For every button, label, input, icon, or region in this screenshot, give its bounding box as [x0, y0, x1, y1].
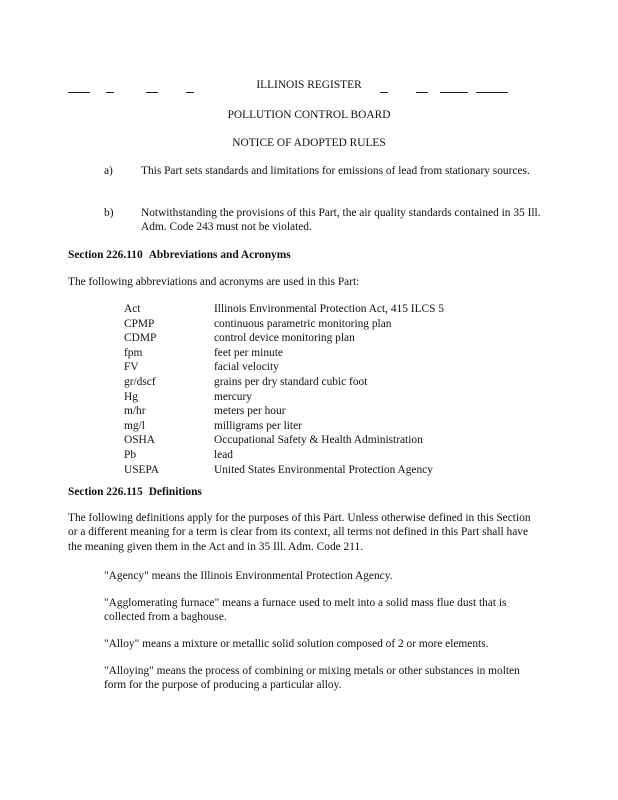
- abbreviation: USEPA: [124, 463, 160, 476]
- item-text: Notwithstanding the provisions of this Part, the air quality standards contained in 35 Ill. Adm. Code 243 must not be violated.: [141, 207, 541, 234]
- abbreviation-meaning: feet per minute: [214, 346, 283, 359]
- board-title: POLLUTION CONTROL BOARD: [227, 109, 391, 121]
- abbreviation-meaning: mercury: [214, 390, 252, 403]
- section-number: Section 226.110: [68, 249, 143, 261]
- abbreviation-meaning: lead: [214, 448, 233, 461]
- abbreviation-row: [124, 331, 444, 346]
- abbreviation: CPMP: [124, 317, 155, 330]
- item-label: b): [104, 207, 114, 219]
- section-heading: [68, 248, 291, 262]
- abbreviation-list: [124, 302, 444, 477]
- abbreviation-meaning: grains per dry standard cubic foot: [214, 375, 368, 388]
- definition: "Alloy" means a mixture or metallic solid solution composed of 2 or more elements.: [104, 638, 489, 650]
- definition: "Agency" means the Illinois Environmental Protection Agency.: [104, 570, 393, 582]
- section-heading: [68, 485, 202, 499]
- abbreviation-row: [124, 360, 444, 375]
- abbreviation-meaning: milligrams per liter: [214, 419, 302, 432]
- abbreviation-row: [124, 448, 444, 463]
- section-title: Abbreviations and Acronyms: [148, 249, 291, 261]
- abbreviation-row: [124, 433, 444, 448]
- definition: "Alloying" means the process of combining or mixing metals or other substances in molten form for the purpose of producing a particular alloy.: [104, 665, 520, 692]
- section-intro: The following definitions apply for the purposes of this Part. Unless otherwise defined in this Section or a different meaning for a term is clear from its context, all terms not defined in this Part shall have the meaning given them in the Act and in 35 Ill. Adm. Code 211.: [68, 512, 531, 553]
- abbreviation-row: [124, 317, 444, 332]
- abbreviation-meaning: United States Environmental Protection Agency: [214, 463, 433, 476]
- notice-title: NOTICE OF ADOPTED RULES: [232, 137, 386, 149]
- item-text: This Part sets standards and limitations for emissions of lead from stationary sources.: [141, 165, 530, 177]
- abbreviation-row: [124, 390, 444, 405]
- abbreviation-row: [124, 375, 444, 390]
- abbreviation: FV: [124, 361, 139, 374]
- abbreviation-row: [124, 346, 444, 361]
- abbreviation-meaning: facial velocity: [214, 361, 279, 374]
- abbreviation-meaning: meters per hour: [214, 405, 286, 418]
- abbreviation-row: [124, 302, 444, 317]
- abbreviation: Act: [124, 303, 141, 315]
- abbreviation: Pb: [124, 448, 137, 461]
- abbreviation: OSHA: [124, 434, 156, 447]
- abbreviation: gr/dscf: [124, 375, 156, 388]
- abbreviation-meaning: continuous parametric monitoring plan: [214, 317, 392, 330]
- section-intro: The following abbreviations and acronyms are used in this Part:: [68, 276, 360, 288]
- section-title: Definitions: [148, 486, 202, 498]
- abbreviation-row: [124, 463, 444, 478]
- abbreviation: m/hr: [124, 405, 146, 418]
- definition: "Agglomerating furnace" means a furnace used to melt into a solid mass flue dust that is collected from a baghouse.: [104, 597, 507, 624]
- abbreviation: Hg: [124, 390, 138, 403]
- abbreviation-meaning: Illinois Environmental Protection Act, 415 ILCS 5: [214, 303, 445, 315]
- abbreviation-meaning: control device monitoring plan: [214, 332, 355, 345]
- abbreviation-row: [124, 404, 444, 419]
- abbreviation: CDMP: [124, 332, 157, 345]
- abbreviation-row: [124, 419, 444, 434]
- abbreviation-meaning: Occupational Safety & Health Administration: [214, 434, 423, 447]
- item-label: a): [104, 165, 113, 177]
- register-title: ILLINOIS REGISTER: [256, 79, 362, 91]
- abbreviation: mg/l: [124, 419, 145, 432]
- section-number: Section 226.115: [68, 486, 143, 498]
- abbreviation: fpm: [124, 346, 143, 359]
